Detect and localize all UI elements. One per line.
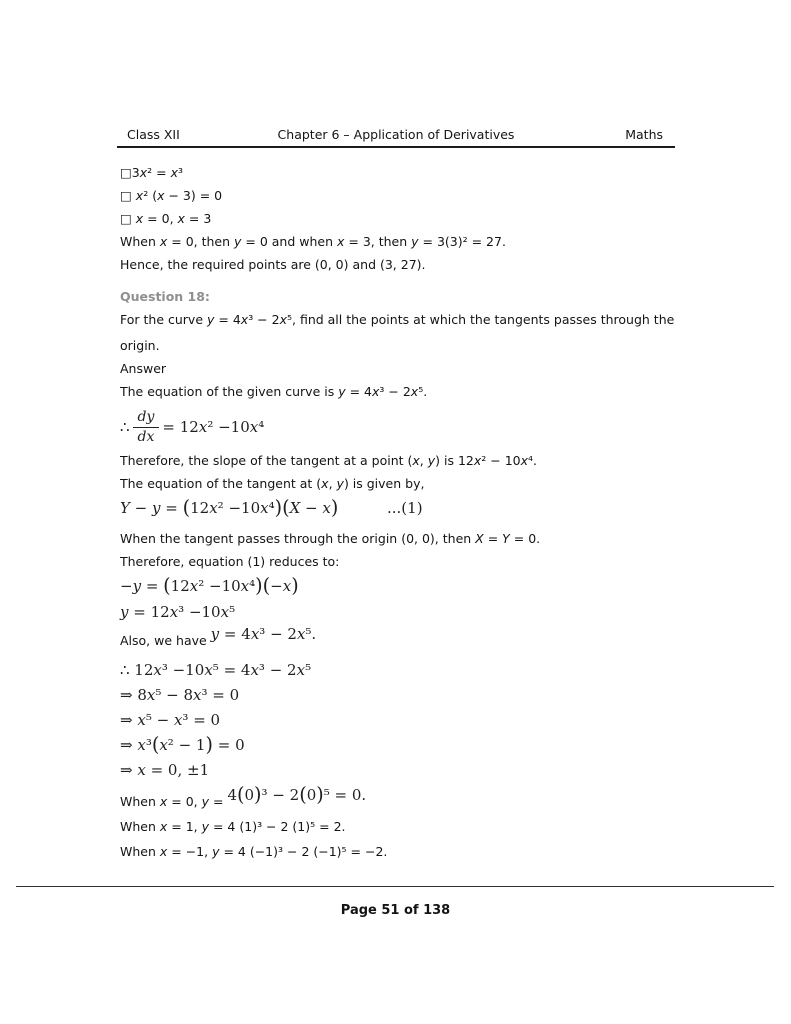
also-have-line (120, 627, 676, 654)
answer-label: Answer (120, 361, 167, 376)
page-number-label: Page 51 of 138 (340, 903, 451, 918)
header-rule (117, 146, 675, 148)
tangent-equation-expr: Y − y = (12x² −10x⁴)(X − x) (120, 496, 339, 520)
origin-condition-line: When the tangent passes through the origin (0, 0), then X = Y = 0. (120, 531, 541, 546)
therefore-symbol: ∴ (120, 418, 130, 436)
chain-step-2: ⇒ 8x⁵ − 8x³ = 0 (120, 686, 240, 704)
page-header (117, 127, 675, 142)
header-chapter-title: Chapter 6 – Application of Derivatives (277, 127, 515, 142)
prev-solution-evaluation-line: When x = 0, then y = 0 and when x = 3, then y = 3(3)² = 27. (120, 234, 506, 249)
slope-statement-line: Therefore, the slope of the tangent at a point (x, y) is 12x² − 10x⁴. (120, 453, 538, 468)
when-xneg1-line: When x = −1, y = 4 (−1)³ − 2 (−1)⁵ = −2. (120, 844, 388, 859)
footer-rule (16, 886, 774, 887)
prev-solution-conclusion-line: Hence, the required points are (0, 0) and (3, 27). (120, 257, 426, 272)
reduced-equation-line: −y = (12x² −10x⁴)(−x) (120, 574, 299, 598)
chain-step-4: ⇒ x³(x² − 1) = 0 (120, 733, 245, 757)
chain-step-5: ⇒ x = 0, ±1 (120, 761, 210, 779)
question-18-prompt-line2: origin. (120, 338, 160, 353)
when-x1-line: When x = 1, y = 4 (1)³ − 2 (1)⁵ = 2. (120, 819, 346, 834)
equation-1-label: ...(1) (387, 499, 423, 517)
dy-dx-fraction (133, 409, 160, 444)
derivative-equation-line (120, 405, 676, 449)
chain-step-3: ⇒ x⁵ − x³ = 0 (120, 711, 221, 729)
also-have-math: y = 4x³ − 2x⁵. (210, 625, 317, 643)
fraction-numerator: dy (133, 409, 160, 427)
fraction-denominator: dx (137, 428, 155, 445)
simplified-equation-line: y = 12x³ −10x⁵ (120, 603, 236, 621)
given-curve-line: The equation of the given curve is y = 4x³ − 2x⁵. (120, 384, 428, 399)
when-x0-line (120, 783, 676, 815)
question-18-heading: Question 18: (120, 289, 210, 304)
when-x0-math: 4(0)³ − 2(0)⁵ = 0. (227, 783, 367, 807)
chain-step-1: ∴ 12x³ −10x⁵ = 4x³ − 2x⁵ (120, 661, 312, 679)
derivative-rhs: = 12x² −10x⁴ (162, 418, 265, 436)
prev-solution-step-2: □ x² (x − 3) = 0 (120, 188, 223, 203)
header-class-label: Class XII (127, 127, 180, 142)
page-body (120, 161, 676, 863)
question-18-prompt-line1: For the curve y = 4x³ − 2x⁵, find all the points at which the tangents passes through the (120, 312, 675, 327)
tangent-intro-line: The equation of the tangent at (x, y) is given by, (120, 476, 425, 491)
when-x0-text: When x = 0, y = (120, 794, 228, 809)
prev-solution-step-3: □ x = 0, x = 3 (120, 211, 212, 226)
tangent-equation-line (120, 495, 676, 521)
header-subject-label: Maths (625, 127, 663, 142)
reduces-line: Therefore, equation (1) reduces to: (120, 554, 340, 569)
also-have-text: Also, we have (120, 633, 211, 648)
prev-solution-step-1: □3x² = x³ (120, 165, 184, 180)
